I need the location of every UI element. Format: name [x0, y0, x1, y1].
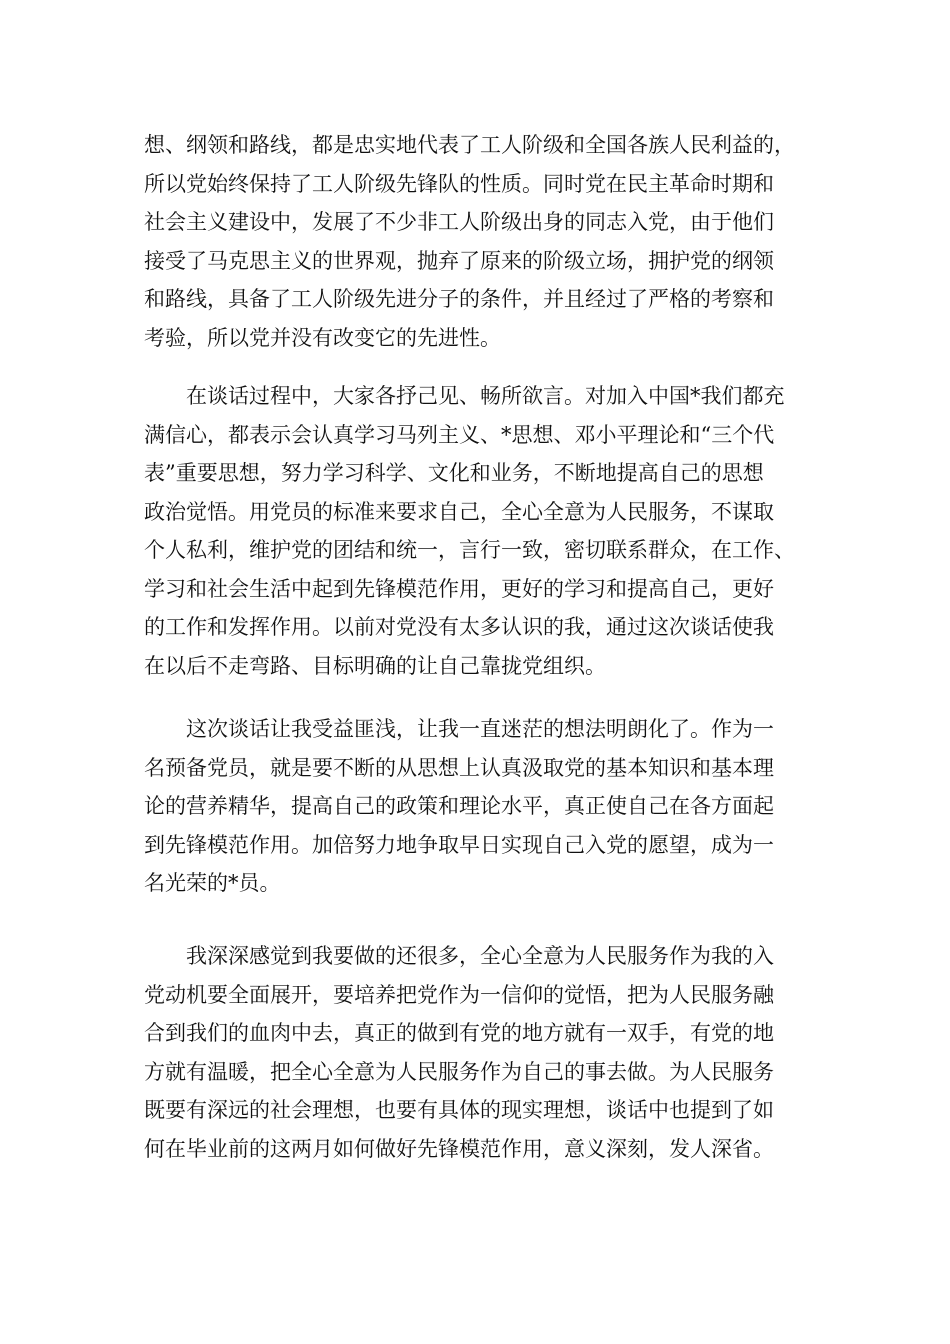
paragraph-line: 名预备党员，就是要不断的从思想上认真汲取党的基本知识和基本理: [144, 755, 774, 780]
paragraph-line: 学习和社会生活中起到先锋模范作用，更好的学习和提高自己，更好: [144, 576, 774, 601]
paragraph-3: [144, 710, 808, 903]
paragraph-line: 名光荣的*员。: [144, 871, 281, 895]
paragraph-line: 社会主义建设中，发展了不少非工人阶级出身的同志入党，由于他们: [144, 210, 774, 234]
paragraph-line: 到先锋模范作用。加倍努力地争取早日实现自己入党的愿望，成为一: [144, 832, 774, 857]
paragraph-2: [144, 377, 808, 685]
paragraph-line: 个人私利，维护党的团结和统一，言行一致，密切联系群众，在工作、: [144, 538, 795, 562]
paragraph-line: 何在毕业前的这两月如何做好先锋模范作用，意义深刻，发人深省。: [144, 1136, 774, 1161]
paragraph-line: 合到我们的血肉中去，真正的做到有党的地方就有一双手，有党的地: [144, 1021, 774, 1045]
paragraph-4: [144, 937, 808, 1168]
paragraph-line: 和路线，具备了工人阶级先进分子的条件，并且经过了严格的考察和: [144, 287, 774, 311]
paragraph-line: 在谈话过程中，大家各抒己见、畅所欲言。对加入中国*我们都充: [186, 384, 785, 408]
paragraph-1: [144, 126, 808, 357]
paragraph-line: 满信心，都表示会认真学习马列主义、*思想、邓小平理论和“三个代: [144, 422, 775, 447]
paragraph-line: 方就有温暖，把全心全意为人民服务作为自己的事去做。为人民服务: [144, 1059, 774, 1084]
paragraph-line: 所以党始终保持了工人阶级先锋队的性质。同时党在民主革命时期和: [144, 171, 774, 196]
paragraph-line: 想、纲领和路线，都是忠实地代表了工人阶级和全国各族人民利益的，: [144, 133, 795, 157]
paragraph-line: 表”重要思想，努力学习科学、文化和业务，不断地提高自己的思想: [144, 461, 764, 485]
paragraph-line: 政治觉悟。用党员的标准来要求自己，全心全意为人民服务，不谋取: [144, 499, 774, 524]
paragraph-line: 这次谈话让我受益匪浅，让我一直迷茫的想法明朗化了。作为一: [186, 717, 774, 741]
paragraph-line: 考验，所以党并没有改变它的先进性。: [144, 325, 501, 350]
paragraph-line: 论的营养精华，提高自己的政策和理论水平，真正使自己在各方面起: [144, 794, 774, 818]
paragraph-line: 党动机要全面展开，要培养把党作为一信仰的觉悟，把为人民服务融: [144, 982, 774, 1007]
paragraph-line: 的工作和发挥作用。以前对党没有太多认识的我，通过这次谈话使我: [144, 615, 774, 639]
paragraph-line: 在以后不走弯路、目标明确的让自己靠拢党组织。: [144, 653, 606, 678]
paragraph-line: 我深深感觉到我要做的还很多，全心全意为人民服务作为我的入: [186, 944, 774, 968]
paragraph-line: 既要有深远的社会理想，也要有具体的现实理想，谈话中也提到了如: [144, 1098, 774, 1122]
paragraph-line: 接受了马克思主义的世界观，抛弃了原来的阶级立场，拥护党的纲领: [144, 248, 774, 273]
